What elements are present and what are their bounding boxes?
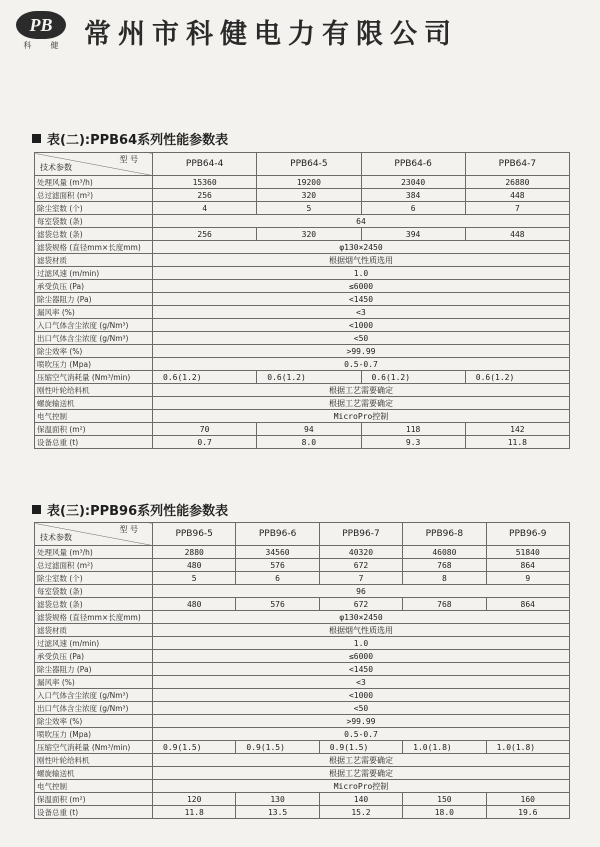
row-label: 保温面积 (m²) <box>35 423 153 436</box>
value-cell: 320 <box>257 189 361 202</box>
table-row <box>35 728 570 741</box>
merged-value-cell: φ130×2450 <box>153 611 570 624</box>
value-cell: 5 <box>257 202 361 215</box>
table-row <box>35 702 570 715</box>
row-label: 总过滤面积 (m²) <box>35 559 153 572</box>
table-corner-cell <box>35 523 153 546</box>
model-header: PPB64-7 <box>465 153 569 176</box>
merged-value-cell: 1.0 <box>153 267 570 280</box>
table-row <box>35 715 570 728</box>
value-cell: 672 <box>319 559 402 572</box>
value-cell: 11.8 <box>465 436 569 449</box>
value-cell: 6 <box>236 572 319 585</box>
merged-value-cell: 根据工艺需要确定 <box>153 397 570 410</box>
row-label: 除尘室数 (个) <box>35 572 153 585</box>
value-cell: 118 <box>361 423 465 436</box>
table-row <box>35 793 570 806</box>
logo-sub-char: 健 <box>50 41 59 50</box>
corner-param-label: 技术参数 <box>40 533 72 542</box>
row-label: 除尘室数 (个) <box>35 202 153 215</box>
value-cell: 1.0(1.8) <box>486 741 569 754</box>
merged-value-cell: 96 <box>153 585 570 598</box>
table2-title-text: 表(三):PPB96系列性能参数表 <box>47 504 229 519</box>
table-row <box>35 202 570 215</box>
row-label: 除尘效率 (%) <box>35 715 153 728</box>
value-cell: 0.6(1.2) <box>465 371 569 384</box>
merged-value-cell: 根据工艺需要确定 <box>153 767 570 780</box>
merged-value-cell: MicroPro控制 <box>153 410 570 423</box>
table-row <box>35 189 570 202</box>
corner-param-label: 技术参数 <box>40 163 72 172</box>
value-cell: 394 <box>361 228 465 241</box>
table-row <box>35 345 570 358</box>
merged-value-cell: 根据工艺需要确定 <box>153 754 570 767</box>
table-row <box>35 332 570 345</box>
table-row <box>35 598 570 611</box>
table-row <box>35 767 570 780</box>
value-cell: 0.6(1.2) <box>361 371 465 384</box>
value-cell: 94 <box>257 423 361 436</box>
row-label: 电气控制 <box>35 780 153 793</box>
value-cell: 256 <box>153 228 257 241</box>
value-cell: 15360 <box>153 176 257 189</box>
table-row <box>35 689 570 702</box>
merged-value-cell: <1450 <box>153 663 570 676</box>
value-cell: 256 <box>153 189 257 202</box>
table-row <box>35 293 570 306</box>
row-label: 滤袋规格 (直径mm×长度mm) <box>35 611 153 624</box>
corner-model-label: 型 号 <box>119 525 138 534</box>
table-row <box>35 780 570 793</box>
table-row <box>35 254 570 267</box>
value-cell: 0.9(1.5) <box>319 741 402 754</box>
row-label: 电气控制 <box>35 410 153 423</box>
merged-value-cell: <50 <box>153 702 570 715</box>
row-label: 喷吹压力 (Mpa) <box>35 728 153 741</box>
value-cell: 34560 <box>236 546 319 559</box>
row-label: 滤袋总数 (条) <box>35 228 153 241</box>
row-label: 除尘器阻力 (Pa) <box>35 663 153 676</box>
row-label: 滤袋总数 (条) <box>35 598 153 611</box>
merged-value-cell: 0.5-0.7 <box>153 728 570 741</box>
company-name: 常州市科健电力有限公司 <box>84 18 458 50</box>
value-cell: 576 <box>236 598 319 611</box>
value-cell: 384 <box>361 189 465 202</box>
table-row <box>35 436 570 449</box>
row-label: 处理风量 (m³/h) <box>35 176 153 189</box>
value-cell: 9 <box>486 572 569 585</box>
table-row <box>35 384 570 397</box>
row-label: 保温面积 (m²) <box>35 793 153 806</box>
table-row <box>35 267 570 280</box>
company-logo <box>14 9 68 53</box>
row-label: 滤袋材质 <box>35 254 153 267</box>
value-cell: 142 <box>465 423 569 436</box>
value-cell: 448 <box>465 189 569 202</box>
value-cell: 130 <box>236 793 319 806</box>
merged-value-cell: 根据烟气性质选用 <box>153 624 570 637</box>
row-label: 每室袋数 (条) <box>35 215 153 228</box>
row-label: 总过滤面积 (m²) <box>35 189 153 202</box>
row-label: 过滤风速 (m/min) <box>35 267 153 280</box>
table-row <box>35 215 570 228</box>
merged-value-cell: <50 <box>153 332 570 345</box>
table-row <box>35 585 570 598</box>
value-cell: 120 <box>153 793 236 806</box>
value-cell: 8 <box>403 572 486 585</box>
model-header: PPB96-6 <box>236 523 319 546</box>
table-row <box>35 676 570 689</box>
value-cell: 4 <box>153 202 257 215</box>
row-label: 过滤风速 (m/min) <box>35 637 153 650</box>
merged-value-cell: MicroPro控制 <box>153 780 570 793</box>
row-label: 入口气体含尘浓度 (g/Nm³) <box>35 319 153 332</box>
table-row <box>35 741 570 754</box>
value-cell: 23040 <box>361 176 465 189</box>
merged-value-cell: 1.0 <box>153 637 570 650</box>
table-row <box>35 624 570 637</box>
ppb64-spec-table <box>34 152 570 449</box>
row-label: 压缩空气消耗量 (Nm³/min) <box>35 741 153 754</box>
value-cell: 320 <box>257 228 361 241</box>
value-cell: 768 <box>403 559 486 572</box>
table-row <box>35 306 570 319</box>
table-row <box>35 572 570 585</box>
value-cell: 140 <box>319 793 402 806</box>
table-corner-cell <box>35 153 153 176</box>
square-bullet-icon <box>32 134 41 143</box>
table-row <box>35 806 570 819</box>
table-row <box>35 423 570 436</box>
ppb96-spec-table <box>34 522 570 819</box>
row-label: 承受负压 (Pa) <box>35 650 153 663</box>
value-cell: 2880 <box>153 546 236 559</box>
model-header: PPB64-5 <box>257 153 361 176</box>
value-cell: 46080 <box>403 546 486 559</box>
merged-value-cell: 0.5-0.7 <box>153 358 570 371</box>
row-label: 螺旋输送机 <box>35 397 153 410</box>
value-cell: 1.0(1.8) <box>403 741 486 754</box>
row-label: 螺旋输送机 <box>35 767 153 780</box>
logo-subtext <box>14 40 68 51</box>
row-label: 滤袋材质 <box>35 624 153 637</box>
table-row <box>35 280 570 293</box>
value-cell: 70 <box>153 423 257 436</box>
table-row <box>35 559 570 572</box>
merged-value-cell: <1000 <box>153 319 570 332</box>
value-cell: 576 <box>236 559 319 572</box>
row-label: 除尘效率 (%) <box>35 345 153 358</box>
row-label: 设备总重 (t) <box>35 436 153 449</box>
row-label: 滤袋规格 (直径mm×长度mm) <box>35 241 153 254</box>
table1-title <box>32 129 228 148</box>
row-label: 漏风率 (%) <box>35 306 153 319</box>
value-cell: 480 <box>153 559 236 572</box>
value-cell: 8.0 <box>257 436 361 449</box>
logo-sub-char: 科 <box>23 41 32 50</box>
value-cell: 160 <box>486 793 569 806</box>
value-cell: 0.6(1.2) <box>257 371 361 384</box>
value-cell: 26880 <box>465 176 569 189</box>
model-header: PPB96-9 <box>486 523 569 546</box>
table-row <box>35 637 570 650</box>
value-cell: 0.9(1.5) <box>236 741 319 754</box>
value-cell: 448 <box>465 228 569 241</box>
table-row <box>35 663 570 676</box>
value-cell: 864 <box>486 559 569 572</box>
value-cell: 0.7 <box>153 436 257 449</box>
value-cell: 9.3 <box>361 436 465 449</box>
value-cell: 768 <box>403 598 486 611</box>
table-row <box>35 228 570 241</box>
table-row <box>35 241 570 254</box>
row-label: 刚性叶轮给料机 <box>35 754 153 767</box>
value-cell: 15.2 <box>319 806 402 819</box>
merged-value-cell: >99.99 <box>153 345 570 358</box>
table-row <box>35 650 570 663</box>
row-label: 出口气体含尘浓度 (g/Nm³) <box>35 702 153 715</box>
value-cell: 40320 <box>319 546 402 559</box>
value-cell: 480 <box>153 598 236 611</box>
table-row <box>35 371 570 384</box>
value-cell: 19.6 <box>486 806 569 819</box>
merged-value-cell: <1000 <box>153 689 570 702</box>
merged-value-cell: ≤6000 <box>153 650 570 663</box>
value-cell: 0.6(1.2) <box>153 371 257 384</box>
row-label: 刚性叶轮给料机 <box>35 384 153 397</box>
row-label: 处理风量 (m³/h) <box>35 546 153 559</box>
row-label: 设备总重 (t) <box>35 806 153 819</box>
table-row <box>35 319 570 332</box>
merged-value-cell: <1450 <box>153 293 570 306</box>
value-cell: 5 <box>153 572 236 585</box>
table1-title-text: 表(二):PPB64系列性能参数表 <box>47 133 229 148</box>
table-row <box>35 397 570 410</box>
table-row <box>35 176 570 189</box>
table-row <box>35 611 570 624</box>
merged-value-cell: 根据烟气性质选用 <box>153 254 570 267</box>
value-cell: 18.0 <box>403 806 486 819</box>
value-cell: 6 <box>361 202 465 215</box>
row-label: 除尘器阻力 (Pa) <box>35 293 153 306</box>
merged-value-cell: 根据工艺需要确定 <box>153 384 570 397</box>
merged-value-cell: >99.99 <box>153 715 570 728</box>
model-header: PPB96-5 <box>153 523 236 546</box>
model-header: PPB96-8 <box>403 523 486 546</box>
row-label: 出口气体含尘浓度 (g/Nm³) <box>35 332 153 345</box>
corner-model-label: 型 号 <box>119 155 138 164</box>
value-cell: 19200 <box>257 176 361 189</box>
model-header: PPB64-4 <box>153 153 257 176</box>
row-label: 喷吹压力 (Mpa) <box>35 358 153 371</box>
value-cell: 13.5 <box>236 806 319 819</box>
logo-mark: PB <box>16 11 66 39</box>
merged-value-cell: <3 <box>153 306 570 319</box>
value-cell: 672 <box>319 598 402 611</box>
row-label: 承受负压 (Pa) <box>35 280 153 293</box>
table-row <box>35 754 570 767</box>
model-header: PPB64-6 <box>361 153 465 176</box>
page-header <box>14 8 586 54</box>
row-label: 漏风率 (%) <box>35 676 153 689</box>
table-row <box>35 358 570 371</box>
value-cell: 0.9(1.5) <box>153 741 236 754</box>
value-cell: 51840 <box>486 546 569 559</box>
model-header: PPB96-7 <box>319 523 402 546</box>
square-bullet-icon <box>32 505 41 514</box>
merged-value-cell: <3 <box>153 676 570 689</box>
table-row <box>35 546 570 559</box>
row-label: 入口气体含尘浓度 (g/Nm³) <box>35 689 153 702</box>
table-row <box>35 410 570 423</box>
row-label: 每室袋数 (条) <box>35 585 153 598</box>
merged-value-cell: φ130×2450 <box>153 241 570 254</box>
value-cell: 7 <box>319 572 402 585</box>
merged-value-cell: ≤6000 <box>153 280 570 293</box>
merged-value-cell: 64 <box>153 215 570 228</box>
value-cell: 7 <box>465 202 569 215</box>
table2-title <box>32 500 228 519</box>
row-label: 压缩空气消耗量 (Nm³/min) <box>35 371 153 384</box>
value-cell: 864 <box>486 598 569 611</box>
value-cell: 150 <box>403 793 486 806</box>
value-cell: 11.8 <box>153 806 236 819</box>
